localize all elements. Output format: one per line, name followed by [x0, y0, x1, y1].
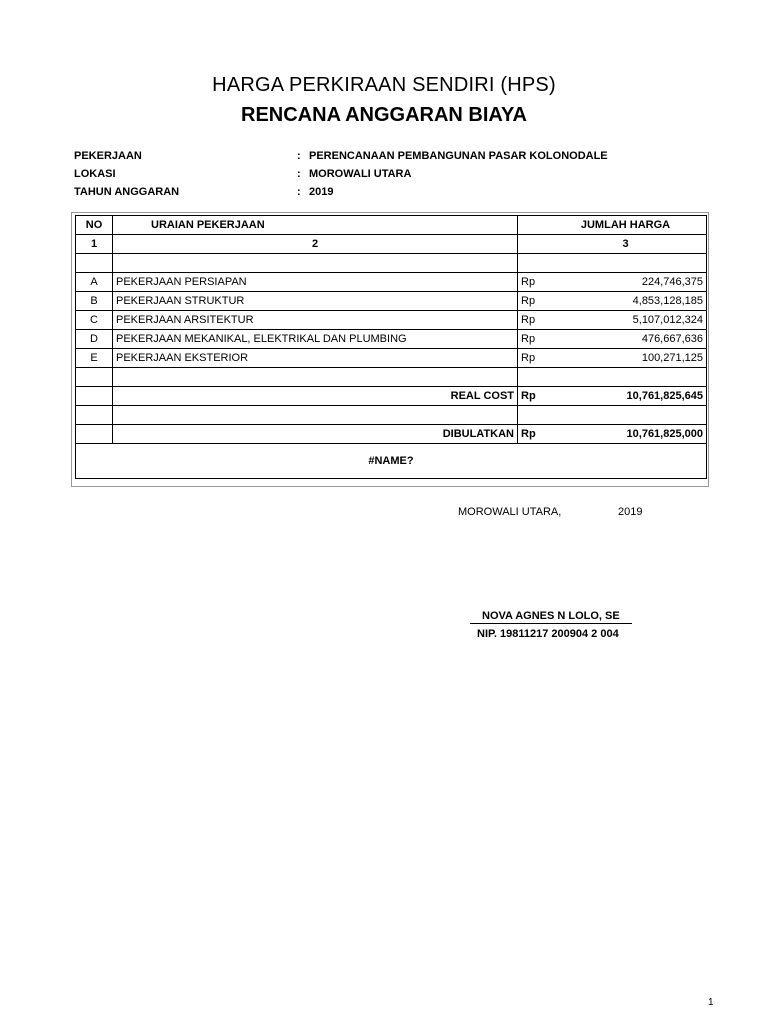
empty-cell: [76, 368, 113, 387]
index-uraian: 2: [113, 235, 518, 254]
header-uraian: URAIAN PEKERJAAN: [113, 216, 518, 235]
row-currency: Rp: [518, 330, 613, 349]
document-subtitle: RENCANA ANGGARAN BIAYA: [241, 104, 527, 126]
table-index-row: [76, 235, 707, 254]
row-amount: 5,107,012,324: [612, 311, 707, 330]
table-row: [76, 273, 707, 292]
dibulatkan-row: [76, 425, 707, 444]
row-currency: Rp: [518, 349, 613, 368]
real-cost-row: [76, 387, 707, 406]
dibulatkan-label: DIBULATKAN: [113, 425, 518, 444]
table-row: [76, 349, 707, 368]
table-row: [76, 330, 707, 349]
header-no: NO: [76, 216, 113, 235]
row-currency: Rp: [518, 292, 613, 311]
empty-cell: [518, 368, 707, 387]
real-cost-amount: 10,761,825,645: [612, 387, 707, 406]
empty-cell: [518, 406, 707, 425]
index-jumlah: 3: [518, 235, 707, 254]
meta-separator: :: [297, 150, 301, 162]
empty-cell: [76, 254, 113, 273]
meta-label: PEKERJAAN: [74, 150, 142, 162]
signature-year: 2019: [618, 506, 643, 518]
empty-cell: [113, 368, 518, 387]
row-amount: 224,746,375: [612, 273, 707, 292]
document-title: HARGA PERKIRAAN SENDIRI (HPS): [212, 74, 556, 96]
row-uraian: PEKERJAAN MEKANIKAL, ELEKTRIKAL DAN PLUMBING: [113, 330, 518, 349]
meta-separator: :: [297, 186, 301, 198]
table-row-spacer: [76, 406, 707, 425]
empty-cell: [518, 254, 707, 273]
signatory-nip: NIP. 19811217 200904 2 004: [477, 628, 619, 640]
meta-value: PERENCANAAN PEMBANGUNAN PASAR KOLONODALE: [309, 150, 608, 162]
dibulatkan-amount: 10,761,825,000: [612, 425, 707, 444]
empty-cell: [76, 425, 113, 444]
row-uraian: PEKERJAAN STRUKTUR: [113, 292, 518, 311]
row-no: E: [76, 349, 113, 368]
table-row: [76, 311, 707, 330]
row-no: D: [76, 330, 113, 349]
index-no: 1: [76, 235, 113, 254]
meta-separator: :: [297, 168, 301, 180]
budget-table: [75, 215, 707, 479]
meta-label: LOKASI: [74, 168, 116, 180]
row-no: C: [76, 311, 113, 330]
signatory-name: NOVA AGNES N LOLO, SE: [470, 610, 632, 624]
real-cost-currency: Rp: [518, 387, 613, 406]
row-uraian: PEKERJAAN ARSITEKTUR: [113, 311, 518, 330]
meta-label: TAHUN ANGGARAN: [74, 186, 180, 198]
empty-cell: [113, 254, 518, 273]
terbilang-row: [76, 444, 707, 479]
row-amount: 476,667,636: [612, 330, 707, 349]
empty-cell: [76, 406, 113, 425]
row-currency: Rp: [518, 311, 613, 330]
row-uraian: PEKERJAAN EKSTERIOR: [113, 349, 518, 368]
table-row-spacer: [76, 368, 707, 387]
empty-cell: [76, 387, 113, 406]
row-amount: 4,853,128,185: [612, 292, 707, 311]
row-no: B: [76, 292, 113, 311]
row-no: A: [76, 273, 113, 292]
header-jumlah: JUMLAH HARGA: [518, 216, 707, 235]
row-uraian: PEKERJAAN PERSIAPAN: [113, 273, 518, 292]
table-row-spacer: [76, 254, 707, 273]
signature-place: MOROWALI UTARA,: [458, 506, 562, 518]
row-currency: Rp: [518, 273, 613, 292]
dibulatkan-currency: Rp: [518, 425, 613, 444]
meta-value: MOROWALI UTARA: [309, 168, 412, 180]
table-row: [76, 292, 707, 311]
row-amount: 100,271,125: [612, 349, 707, 368]
meta-value: 2019: [309, 186, 334, 198]
real-cost-label: REAL COST: [113, 387, 518, 406]
table-header-row: [76, 216, 707, 235]
page-number: 1: [708, 997, 714, 1008]
empty-cell: [113, 406, 518, 425]
terbilang-text: #NAME?: [76, 444, 707, 479]
